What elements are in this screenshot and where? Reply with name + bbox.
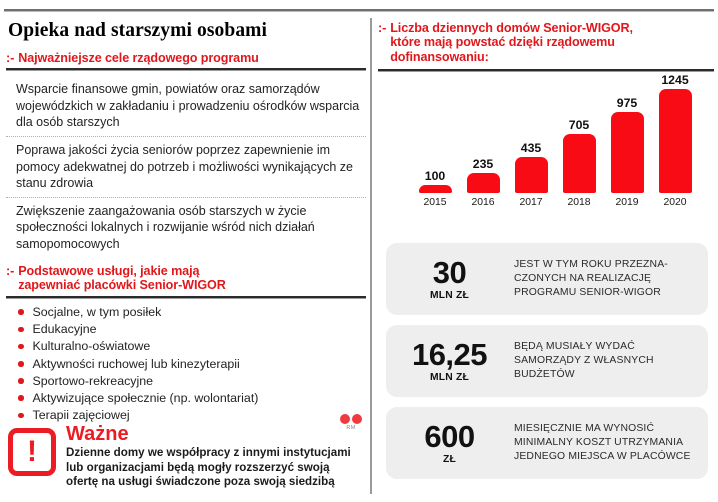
bar xyxy=(659,89,692,193)
list-item xyxy=(18,321,366,338)
chart-heading-line2: które mają powstać dzięki rządowemu xyxy=(390,35,615,50)
bullet-dot-icon xyxy=(18,309,24,315)
bar-year-label: 2016 xyxy=(471,197,495,208)
chart-heading-line3: dofinansowaniu: xyxy=(390,49,489,64)
page-title: Opieka nad starszymi osobami xyxy=(8,20,268,41)
section-marker-icon: :- xyxy=(6,264,15,279)
rm-logo-caption: RM xyxy=(346,425,356,431)
list-item-label: Edukacyjne xyxy=(32,322,97,337)
column-divider xyxy=(370,18,372,494)
goal-item: Poprawa jakości życia seniorów poprzez zapewnienie im pomocy adekwatnej do potrzeb i możliwości wynikających ze stanu zdrowia xyxy=(6,136,366,197)
list-item xyxy=(18,356,366,373)
list-item xyxy=(18,338,366,355)
stat-card-unit: MLN ZŁ xyxy=(430,289,469,301)
stat-card-number-group xyxy=(398,336,501,383)
bullet-dot-icon xyxy=(18,413,24,419)
list-item-label: Aktywizujące społecznie (np. wolontariat) xyxy=(32,390,259,405)
top-divider xyxy=(4,9,714,12)
list-item xyxy=(18,407,366,424)
list-item xyxy=(18,390,366,407)
bar-value-label: 1245 xyxy=(661,73,689,87)
bar-value-label: 975 xyxy=(616,96,638,110)
chart-heading-label xyxy=(390,21,633,64)
section-heading-goals-label: Najważniejsze cele rządowego programu xyxy=(18,51,259,65)
bullet-dot-icon xyxy=(18,327,24,333)
bar-column xyxy=(419,62,452,193)
stat-card-description: MIESIĘCZNIE MA WYNOSIĆ MINIMALNY KOSZT UTRZYMANIA JEDNEGO MIEJSCA W PLACÓWCE xyxy=(514,422,691,462)
bar-column xyxy=(659,62,692,193)
chart-heading-line1: Liczba dziennych domów Senior-WIGOR, xyxy=(390,21,633,35)
stat-cards xyxy=(386,243,708,489)
bar-column xyxy=(515,62,548,193)
heading-rule xyxy=(6,296,366,299)
goal-item: Wsparcie finansowe gmin, powiatów oraz samorządów wojewódzkich w zakładaniu i prowadzeniu ośrodków wsparcia dla osób starszych xyxy=(16,82,360,129)
bar-column xyxy=(611,62,644,193)
bar-year-label: 2018 xyxy=(567,197,591,208)
rm-logo-marks-icon xyxy=(334,414,368,424)
list-item xyxy=(18,304,366,321)
section-heading-goals xyxy=(6,51,366,65)
list-item-label: Kulturalno-oświatowe xyxy=(32,339,151,354)
bullet-dot-icon xyxy=(18,395,24,401)
important-body xyxy=(66,424,364,490)
services-heading-line1: Podstawowe usługi, jakie mają xyxy=(18,264,200,279)
bar-year-label: 2020 xyxy=(663,197,687,208)
goal-item: Zwiększenie zaangażowania osób starszych w życie społeczności lokalnych i rozwijanie wśród nich działań samopomocowych xyxy=(6,197,366,258)
stat-card-value: 600 xyxy=(424,418,475,454)
stat-card-value: 16,25 xyxy=(411,336,488,372)
bar xyxy=(419,185,452,193)
list-item-label: Socjalne, w tym posiłek xyxy=(32,304,162,319)
stat-card xyxy=(386,243,708,315)
exclamation-icon: ! xyxy=(8,428,56,476)
stat-card-value: 30 xyxy=(432,254,467,290)
bar xyxy=(467,173,500,193)
stat-card-description: JEST W TYM ROKU PRZEZNA-CZONYCH NA REALIZACJĘ PROGRAMU SENIOR-WIGOR xyxy=(514,258,668,298)
stat-card-unit: ZŁ xyxy=(443,453,456,465)
left-column xyxy=(6,16,366,424)
bar-year-label: 2015 xyxy=(423,197,447,208)
important-title: Ważne xyxy=(66,423,129,445)
section-marker-icon: :- xyxy=(6,51,15,65)
bar-value-label: 235 xyxy=(472,157,494,171)
bar-chart-x-axis xyxy=(386,197,708,208)
list-item-label: Aktywności ruchowej lub kinezyterapii xyxy=(32,356,240,371)
bullet-dot-icon xyxy=(18,378,24,384)
bar xyxy=(611,112,644,193)
bullet-dot-icon xyxy=(18,344,24,350)
goals-list xyxy=(6,76,366,258)
stat-card-number-group xyxy=(398,254,501,301)
bar xyxy=(515,157,548,193)
bar-column xyxy=(563,62,596,193)
bar-year-label: 2019 xyxy=(615,197,639,208)
section-heading-services-label xyxy=(18,264,226,293)
bar xyxy=(563,134,596,193)
stat-card xyxy=(386,407,708,479)
stat-card xyxy=(386,325,708,397)
bar-value-label: 705 xyxy=(568,118,590,132)
heading-rule xyxy=(6,68,366,71)
bar-value-label: 100 xyxy=(424,169,446,183)
bar-value-label: 435 xyxy=(520,141,542,155)
list-item xyxy=(18,373,366,390)
services-heading-line2: zapewniać placówki Senior-WIGOR xyxy=(18,278,226,293)
important-note xyxy=(8,424,364,490)
bullet-dot-icon xyxy=(18,361,24,367)
chart-heading xyxy=(378,21,714,64)
bar-chart-plot xyxy=(386,62,708,193)
services-list xyxy=(6,304,366,424)
bar-year-label: 2017 xyxy=(519,197,543,208)
section-marker-icon: :- xyxy=(378,21,387,35)
list-item-label: Sportowo-rekreacyjne xyxy=(32,373,154,388)
stat-card-unit: MLN ZŁ xyxy=(430,371,469,383)
stat-card-description: BĘDĄ MUSIAŁY WYDAĆ SAMORZĄDY Z WŁASNYCH BUDŻETÓW xyxy=(514,340,654,380)
list-item-label: Terapii zajęciowej xyxy=(32,408,130,423)
stat-card-number-group xyxy=(398,418,501,465)
important-text: Dzienne domy we współpracy z innymi instytucjami lub organizacjami będą mogły rozszerzyć swoją ofertę na usługi świadczone poza swoją siedzibą xyxy=(66,446,351,489)
bar-chart xyxy=(386,62,708,227)
section-heading-services xyxy=(6,264,366,293)
bar-column xyxy=(467,62,500,193)
